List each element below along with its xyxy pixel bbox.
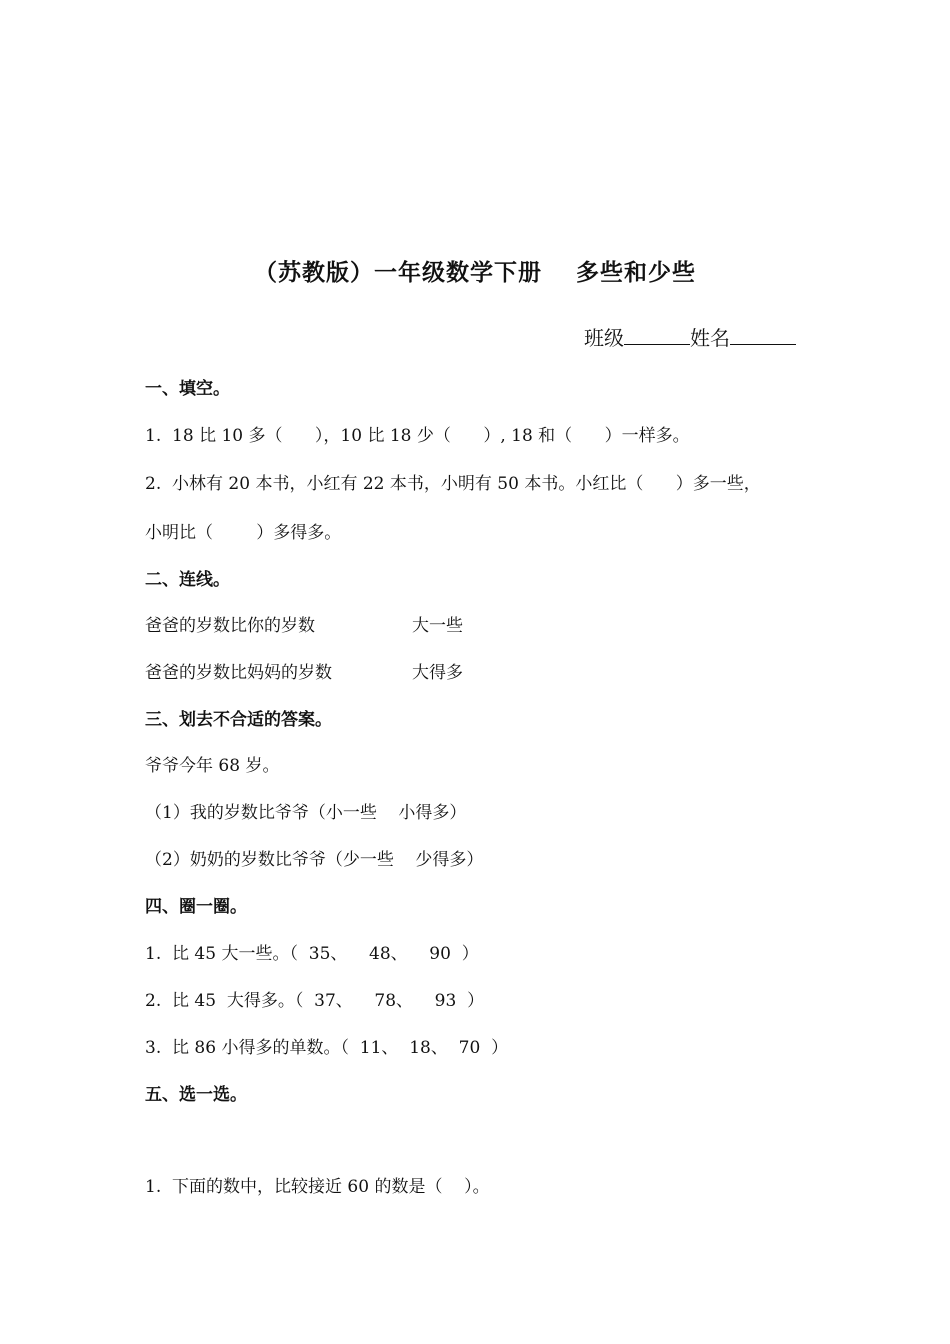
section1-question-1: 1. 18 比 10 多（ ），10 比 18 少（ ）, 18 和（ ）一样多。 bbox=[145, 426, 690, 446]
match-left-2: 爸爸的岁数比妈妈的岁数 bbox=[145, 663, 332, 683]
class-blank[interactable] bbox=[624, 326, 690, 345]
section1-heading: 一、填空。 bbox=[145, 379, 230, 399]
class-label: 班级 bbox=[584, 326, 624, 350]
section2-heading: 二、连线。 bbox=[145, 570, 230, 590]
section4-question-2: 2. 比 45 大得多。（ 37、 78、 93 ） bbox=[145, 991, 485, 1011]
section3-question-1: （1）我的岁数比爷爷（小一些 小得多） bbox=[145, 803, 467, 823]
name-label: 姓名 bbox=[690, 326, 730, 350]
section3-heading: 三、划去不合适的答案。 bbox=[145, 710, 332, 730]
title-part2: 多些和少些 bbox=[576, 260, 696, 286]
match-left-1: 爸爸的岁数比你的岁数 bbox=[145, 616, 315, 636]
section4-heading: 四、圈一圈。 bbox=[145, 897, 247, 917]
section4-question-3: 3. 比 86 小得多的单数。（ 11、 18、 70 ） bbox=[145, 1038, 509, 1058]
match-right-1: 大一些 bbox=[412, 616, 463, 636]
title-part1: （苏教版）一年级数学下册 bbox=[254, 260, 542, 286]
section5-heading: 五、选一选。 bbox=[145, 1085, 247, 1105]
student-info bbox=[584, 322, 796, 351]
section3-intro: 爷爷今年 68 岁。 bbox=[145, 756, 280, 776]
section5-question-1: 1. 下面的数中，比较接近 60 的数是（ ）。 bbox=[145, 1177, 490, 1197]
match-right-2: 大得多 bbox=[412, 663, 463, 683]
section3-question-2: （2）奶奶的岁数比爷爷（少一些 少得多） bbox=[145, 850, 484, 870]
section1-question-2-line1: 2. 小林有 20 本书，小红有 22 本书，小明有 50 本书。小红比（ ）多一些， bbox=[145, 474, 761, 494]
name-blank[interactable] bbox=[730, 326, 796, 345]
section1-question-2-line2: 小明比（ ）多得多。 bbox=[145, 523, 342, 543]
worksheet-title bbox=[0, 254, 950, 287]
section4-question-1: 1. 比 45 大一些。（ 35、 48、 90 ） bbox=[145, 944, 479, 964]
